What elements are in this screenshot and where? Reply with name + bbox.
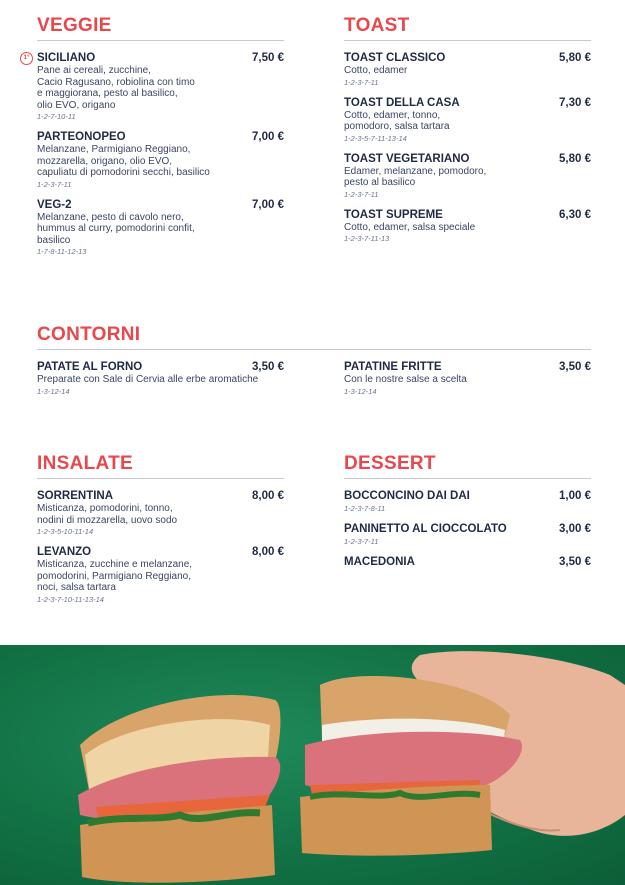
item-description: Cotto, edamer [344, 65, 408, 76]
item-description: mozzarella, origano, olio EVO, [37, 155, 173, 167]
item-description: pesto al basilico [344, 177, 416, 188]
item-description: nodini di mozzarella, uovo sodo [37, 514, 178, 526]
section-veggie [23, 15, 284, 266]
menu-item [37, 361, 284, 397]
divider [344, 40, 591, 41]
item-allergens: 1-2-3-5-7-11-13-14 [344, 133, 407, 143]
item-price: 6,30 € [559, 208, 591, 221]
item-name: LEVANZO [37, 546, 92, 558]
item-allergens: 1-2-3-7-10-11-13-14 [37, 594, 104, 604]
item-description: Cotto, edamer, salsa speciale [344, 221, 476, 233]
contorni-row [37, 361, 591, 401]
item-price: 5,80 € [559, 152, 591, 165]
menu-item [344, 209, 591, 245]
item-name: TOAST VEGETARIANO [344, 152, 470, 165]
item-price: 7,00 € [252, 198, 284, 211]
section-title: DESSERT [344, 453, 436, 474]
item-price: 8,00 € [252, 490, 284, 502]
item-list [23, 52, 284, 257]
item-description: noci, salsa tartara [37, 582, 116, 593]
item-list [344, 52, 591, 244]
menu-item [37, 199, 284, 258]
section-title: TOAST [344, 15, 410, 36]
item-name: PANINETTO AL CIOCCOLATO [344, 523, 507, 535]
item-price: 7,50 € [252, 52, 284, 64]
divider [37, 349, 591, 350]
menu-item [23, 52, 284, 122]
item-allergens: 1-2-7-10-11 [37, 112, 76, 121]
divider [344, 478, 591, 479]
item-allergens: 1-7-8-11-12-13 [37, 247, 87, 256]
item-allergens: 1-2-3-7-11-13 [344, 234, 390, 243]
item-description: pomodoro, salsa tartara [344, 121, 450, 132]
section-title: INSALATE [37, 453, 133, 474]
item-price: 3,50 € [559, 556, 591, 568]
item-name: PATATINE FRITTE [344, 361, 442, 373]
item-description: Melanzane, Parmigiano Reggiano, [37, 144, 191, 155]
menu-item [344, 556, 591, 569]
menu-item [344, 361, 591, 397]
item-list [37, 361, 284, 406]
item-list [37, 490, 284, 605]
item-allergens: 1-2-3-7-11 [344, 77, 379, 87]
item-price: 3,50 € [252, 361, 284, 373]
menu-item [344, 52, 591, 88]
item-allergens: 1-2-3-7-11 [344, 189, 379, 199]
item-name: TOAST SUPREME [344, 208, 443, 221]
menu-item [37, 490, 284, 537]
item-list [344, 361, 591, 406]
item-price: 1,00 € [559, 490, 591, 502]
menu-item [37, 131, 284, 190]
item-name: SORRENTINA [37, 490, 114, 502]
menu-item [344, 490, 591, 514]
item-description: pomodorini, Parmigiano Reggiano, [37, 570, 191, 582]
menu-item [344, 97, 591, 144]
item-allergens: 1-2-3-7-11 [344, 537, 379, 546]
item-description: Misticanza, zucchine e melanzane, [37, 559, 193, 570]
section-contorni [37, 324, 591, 401]
sandwich-photo [0, 645, 625, 885]
item-description: Pane ai cereali, zucchine, [37, 65, 151, 76]
item-name: MACEDONIA [344, 556, 415, 568]
item-description: hummus al curry, pomodorini confit, [37, 223, 195, 234]
item-name: TOAST DELLA CASA [344, 96, 460, 109]
section-toast [344, 15, 591, 253]
item-price: 3,00 € [559, 523, 591, 535]
item-name: SICILIANO [37, 52, 96, 64]
menu-item [344, 153, 591, 200]
item-price: 7,30 € [559, 96, 591, 109]
item-price: 3,50 € [559, 361, 591, 373]
item-description: olio EVO, origano [37, 99, 116, 111]
section-title: CONTORNI [37, 324, 141, 345]
item-name: PARTEONOPEO [37, 131, 126, 143]
item-price: 7,00 € [252, 131, 284, 143]
badge-icon: 1° [20, 52, 33, 65]
section-dessert [344, 453, 591, 578]
item-description: basilico [37, 234, 71, 246]
item-allergens: 1-3-12-14 [344, 386, 377, 396]
item-price: 5,80 € [559, 52, 591, 64]
item-allergens: 1-2-3-7-11 [37, 179, 72, 189]
item-allergens: 1-2-3-7-8-11 [344, 504, 386, 513]
item-description: Cotto, edamer, tonno, [344, 109, 441, 121]
right-greens [310, 793, 480, 797]
item-name: PATATE AL FORNO [37, 361, 143, 373]
item-description: Cacio Ragusano, robiolina con timo [37, 76, 195, 88]
item-description: Edamer, melanzane, pomodoro, [344, 165, 487, 177]
menu-item [37, 546, 284, 605]
divider [37, 478, 284, 479]
item-name: TOAST CLASSICO [344, 52, 446, 64]
sandwich-illustration [0, 645, 625, 885]
item-description: capuliatu di pomodorini secchi, basilico [37, 167, 210, 178]
divider [37, 40, 284, 41]
item-allergens: 1-3-12-14 [37, 386, 70, 396]
item-allergens: 1-2-3-5-10-11-14 [37, 527, 94, 536]
item-list [344, 490, 591, 569]
item-name: VEG-2 [37, 198, 72, 211]
section-title: VEGGIE [37, 15, 112, 36]
item-description: Misticanza, pomodorini, tonno, [37, 503, 173, 514]
item-description: Melanzane, pesto di cavolo nero, [37, 211, 184, 223]
item-name: BOCCONCINO DAI DAI [344, 490, 470, 502]
section-insalate [37, 453, 284, 614]
item-description: Preparate con Sale di Cervia alle erbe aromatiche [37, 374, 259, 385]
menu-item [344, 523, 591, 547]
item-description: Con le nostre salse a scelta [344, 374, 467, 385]
item-description: e maggiorana, pesto al basilico, [37, 88, 178, 99]
item-price: 8,00 € [252, 546, 284, 558]
